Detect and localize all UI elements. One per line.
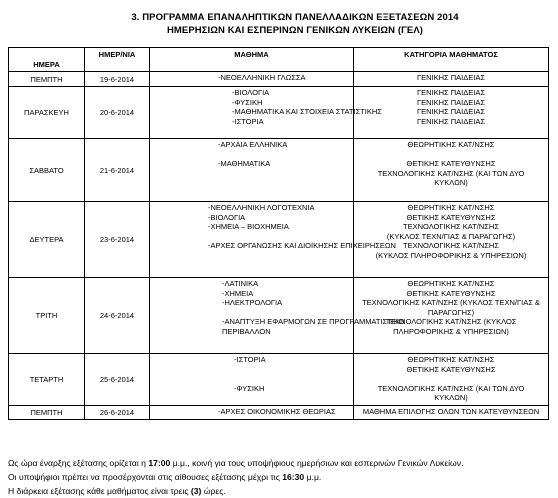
category-line bbox=[354, 374, 548, 384]
row-subjects bbox=[150, 406, 354, 420]
subject-line bbox=[208, 232, 353, 242]
category-line: ΓΕΝΙΚΗΣ ΠΑΙΔΕΙΑΣ bbox=[416, 97, 485, 107]
category-line: ΠΛΗΡΟΦΟΡΙΚΗΣ & ΥΠΗΡΕΣΙΩΝ) bbox=[393, 326, 509, 336]
heading-line-2: ΗΜΕΡΗΣΙΩΝ ΚΑΙ ΕΣΠΕΡΙΝΩΝ ΓΕΝΙΚΩΝ ΛΥΚΕΙΩΝ (ΓΕΛ) bbox=[166, 25, 424, 36]
row-day: ΔΕΥΤΕΡΑ bbox=[9, 202, 85, 278]
subject-line bbox=[234, 365, 353, 375]
category-line: ΓΕΝΙΚΗΣ ΠΑΙΔΕΙΑΣ bbox=[416, 116, 485, 126]
row-day: ΤΕΤΑΡΤΗ bbox=[9, 354, 85, 406]
row-date: 19-6-2014 bbox=[85, 72, 150, 87]
subject-line: -ΑΡΧΕΣ ΟΙΚΟΝΟΜΙΚΗΣ ΘΕΩΡΙΑΣ bbox=[218, 407, 336, 416]
category-line: ΠΑΡΑΓΩΓΗΣ) bbox=[427, 307, 475, 317]
subject-line: -ΒΙΟΛΟΓΙΑ bbox=[208, 212, 246, 222]
subject-line: -ΗΛΕΚΤΡΟΛΟΓΙΑ bbox=[222, 298, 283, 308]
category-line: ΘΕΤΙΚΗΣ ΚΑΤΕΥΘΥΝΣΗΣ bbox=[406, 364, 496, 374]
subject-line: -ΝΕΟΕΛΛΗΝΙΚΗ ΛΟΓΟΤΕΧΝΙΑ bbox=[208, 203, 315, 212]
category-line: ΘΕΤΙΚΗΣ ΚΑΤΕΥΘΥΝΣΗΣ bbox=[406, 159, 496, 169]
subject-line: -ΧΗΜΕΙΑ – ΒΙΟΧΗΜΕΙΑ bbox=[208, 222, 289, 232]
footer-start-time: Ως ώρα έναρξης εξέτασης ορίζεται η 17:00 μ.μ., κοινή για τους υποψήφιους ημερήσιων και εσπερινών Γενικών Λυκείων. bbox=[8, 458, 464, 468]
footer-arrival-time: Οι υποψήφιοι πρέπει να προσέρχονται στις αίθουσες εξέτασης μέχρι τις 16:30 μ.μ. bbox=[8, 472, 322, 482]
category-line: ΘΕΩΡΗΤΙΚΗΣ ΚΑΤ/ΝΣΗΣ bbox=[407, 279, 495, 288]
table-row bbox=[9, 72, 549, 87]
row-categories bbox=[354, 72, 549, 87]
subject-line: -ΙΣΤΟΡΙΑ bbox=[234, 355, 266, 364]
row-subjects bbox=[150, 139, 354, 202]
table-row bbox=[9, 354, 549, 406]
header-date: ΗΜΕΡ/ΝΙΑ bbox=[85, 48, 150, 72]
subject-line: -ΛΑΤΙΝΙΚΑ bbox=[222, 279, 259, 288]
category-line: ΤΕΧΝΟΛΟΓΙΚΗΣ ΚΑΤ/ΝΣΗΣ (ΚΥΚΛΟΣ bbox=[385, 317, 517, 327]
category-line: ΓΕΝΙΚΗΣ ΠΑΙΔΕΙΑΣ bbox=[416, 73, 485, 82]
row-date: 21-6-2014 bbox=[85, 139, 150, 202]
subject-line bbox=[222, 308, 353, 318]
category-line: ΘΕΩΡΗΤΙΚΗΣ ΚΑΤ/ΝΣΗΣ bbox=[407, 203, 495, 212]
category-line: ΓΕΝΙΚΗΣ ΠΑΙΔΕΙΑΣ bbox=[416, 107, 485, 117]
subject-line: -ΧΗΜΕΙΑ bbox=[222, 288, 254, 298]
table-header-row bbox=[9, 48, 549, 72]
subject-line: -ΜΑΘΗΜΑΤΙΚΑ ΚΑΙ ΣΤΟΙΧΕΙΑ ΣΤΑΤΙΣΤΙΚΗΣ bbox=[232, 107, 382, 117]
subject-line: -ΑΝΑΠΤΥΞΗ ΕΦΑΡΜΟΓΩΝ ΣΕ ΠΡΟΓΡΑΜΜΑΤΙΣΤΙΚΟ bbox=[222, 317, 405, 327]
row-categories bbox=[354, 202, 549, 278]
row-subjects bbox=[150, 278, 405, 354]
category-line: ΤΕΧΝΟΛΟΓΙΚΗΣ ΚΑΤ/ΝΣΗΣ (ΚΥΚΛΟΣ ΤΕΧΝ/ΓΙΑΣ & bbox=[362, 298, 540, 308]
category-line: ΤΕΧΝΟΛΟΓΙΚΗΣ ΚΑΤ/ΝΣΗΣ bbox=[403, 241, 499, 251]
row-subjects bbox=[150, 354, 354, 406]
category-line: ΓΕΝΙΚΗΣ ΠΑΙΔΕΙΑΣ bbox=[416, 88, 485, 97]
table-row bbox=[9, 406, 549, 420]
row-subjects bbox=[150, 202, 396, 278]
table-row bbox=[9, 278, 549, 354]
row-categories bbox=[354, 354, 549, 406]
row-categories bbox=[354, 406, 549, 420]
subject-line: -ΑΡΧΑΙΑ ΕΛΛΗΝΙΚΑ bbox=[218, 140, 288, 149]
header-day: ΗΜΕΡΑ bbox=[9, 48, 85, 72]
subject-line: -ΦΥΣΙΚΗ bbox=[234, 383, 265, 393]
header-category: ΚΑΤΗΓΟΡΙΑ ΜΑΘΗΜΑΤΟΣ bbox=[354, 48, 549, 72]
row-date: 23-6-2014 bbox=[85, 202, 150, 278]
row-categories bbox=[354, 139, 549, 202]
subject-line: -ΝΕΟΕΛΛΗΝΙΚΗ ΓΛΩΣΣΑ bbox=[218, 73, 306, 82]
category-line: ΘΕΩΡΗΤΙΚΗΣ ΚΑΤ/ΝΣΗΣ bbox=[407, 355, 495, 364]
heading-line-1: 3. ΠΡΟΓΡΑΜΜΑ ΕΠΑΝΑΛΗΠΤΙΚΩΝ ΠΑΝΕΛΛΑΔΙΚΩΝ ΕΞΕΤΑΣΕΩΝ 2014 bbox=[131, 12, 459, 23]
category-line: ΤΕΧΝΟΛΟΓΙΚΗΣ ΚΑΤ/ΝΣΗΣ (ΚΑΙ ΤΩΝ ΔΥΟ bbox=[377, 168, 525, 178]
row-categories bbox=[354, 87, 549, 139]
category-line: ΘΕΩΡΗΤΙΚΗΣ ΚΑΤ/ΝΣΗΣ bbox=[407, 140, 495, 149]
category-line: ΚΥΚΛΩΝ) bbox=[434, 393, 468, 403]
table-row bbox=[9, 87, 549, 139]
row-day: ΣΑΒΒΑΤΟ bbox=[9, 139, 85, 202]
row-date: 20-6-2014 bbox=[85, 87, 150, 139]
subject-line: -ΜΑΘΗΜΑΤΙΚΑ bbox=[218, 159, 271, 169]
category-line: ΘΕΤΙΚΗΣ ΚΑΤΕΥΘΥΝΣΗΣ bbox=[406, 212, 496, 222]
category-line: (ΚΥΚΛΟΣ ΤΕΧΝ/ΓΙΑΣ & ΠΑΡΑΓΩΓΗΣ) bbox=[386, 231, 516, 241]
category-line: (ΚΥΚΛΟΣ ΠΛΗΡΟΦΟΡΙΚΗΣ & ΥΠΗΡΕΣΙΩΝ) bbox=[375, 250, 527, 260]
subject-line: -ΦΥΣΙΚΗ bbox=[232, 97, 263, 107]
subject-line bbox=[234, 374, 353, 384]
row-date: 24-6-2014 bbox=[85, 278, 150, 354]
row-day: ΠΕΜΠΤΗ bbox=[9, 406, 85, 420]
subject-line: -ΑΡΧΕΣ ΟΡΓΑΝΩΣΗΣ ΚΑΙ ΔΙΟΙΚΗΣΗΣ ΕΠΙΧΕΙΡΗΣΕΩΝ bbox=[208, 241, 396, 251]
category-line: ΤΕΧΝΟΛΟΓΙΚΗΣ ΚΑΤ/ΝΣΗΣ (ΚΑΙ ΤΩΝ ΔΥΟ bbox=[377, 383, 525, 393]
row-subjects bbox=[150, 87, 382, 139]
row-day: ΠΕΜΠΤΗ bbox=[9, 72, 85, 87]
table-row bbox=[9, 202, 549, 278]
subject-line bbox=[218, 150, 353, 160]
category-line: ΘΕΤΙΚΗΣ ΚΑΤΕΥΘΥΝΣΗΣ bbox=[406, 288, 496, 298]
row-date: 26-6-2014 bbox=[85, 406, 150, 420]
category-line: ΜΑΘΗΜΑ ΕΠΙΛΟΓΗΣ ΟΛΩΝ ΤΩΝ ΚΑΤΕΥΘΥΝΣΕΩΝ bbox=[362, 407, 540, 416]
row-day: ΠΑΡΑΣΚΕΥΗ bbox=[9, 87, 85, 139]
exam-schedule-table bbox=[8, 47, 549, 420]
subject-line: -ΙΣΤΟΡΙΑ bbox=[232, 116, 264, 126]
row-day: ΤΡΙΤΗ bbox=[9, 278, 85, 354]
row-categories bbox=[354, 278, 549, 354]
row-date: 25-6-2014 bbox=[85, 354, 150, 406]
table-row bbox=[9, 139, 549, 202]
category-line bbox=[354, 150, 548, 160]
row-subjects bbox=[150, 72, 354, 87]
category-line: ΤΕΧΝΟΛΟΓΙΚΗΣ ΚΑΤ/ΝΣΗΣ bbox=[403, 222, 499, 232]
subject-line: -ΒΙΟΛΟΓΙΑ bbox=[232, 88, 270, 97]
footer-duration: Η διάρκεια εξέτασης κάθε μαθήματος είναι τρεις (3) ώρες. bbox=[8, 486, 226, 496]
subject-line: ΠΕΡΙΒΑΛΛΟΝ bbox=[222, 326, 271, 336]
header-subject: ΜΑΘΗΜΑ bbox=[150, 48, 354, 72]
category-line: ΚΥΚΛΩΝ) bbox=[434, 178, 468, 188]
